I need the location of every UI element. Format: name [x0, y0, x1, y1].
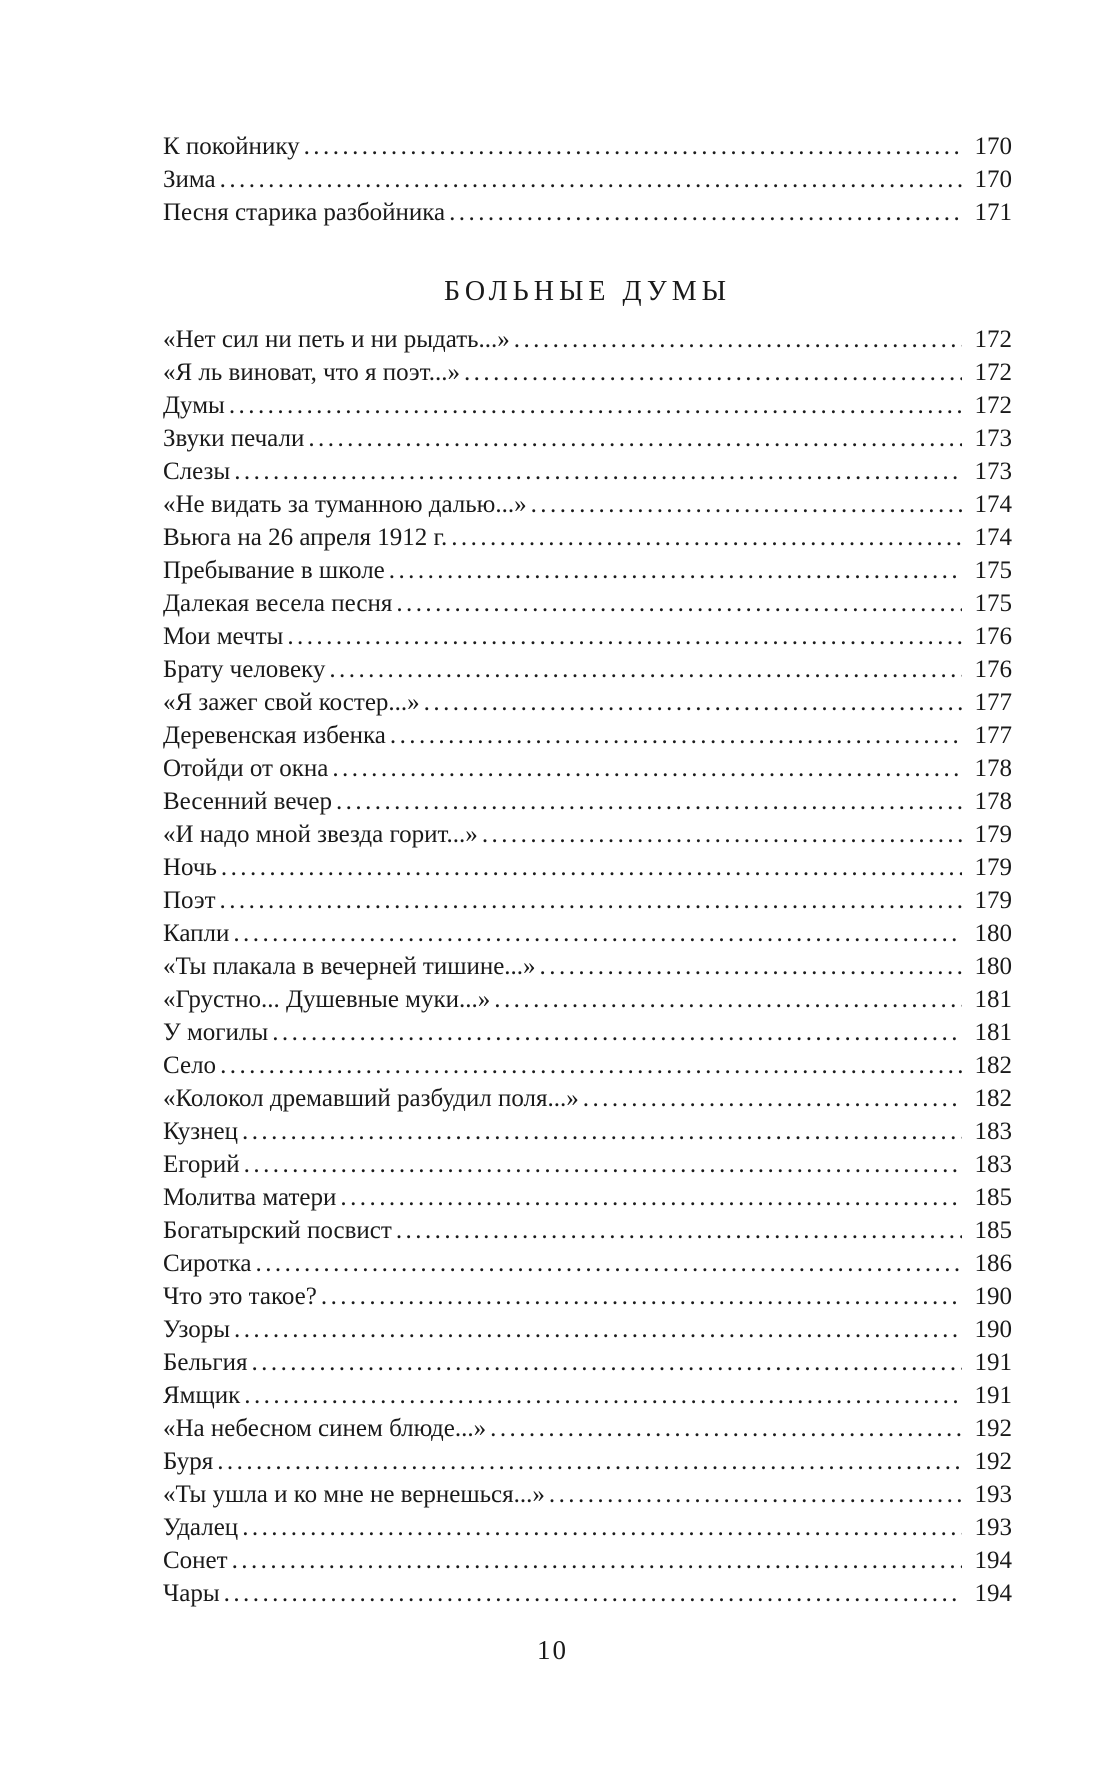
toc-entry: [163, 1379, 1012, 1412]
toc-entry-page: 175: [974, 557, 1012, 584]
toc-leader-dots: [340, 1181, 962, 1214]
toc-entry-title: «На небесном синем блюде...»: [163, 1415, 487, 1442]
section-heading: БОЛЬНЫЕ ДУМЫ: [443, 276, 732, 307]
toc-entry-page: 176: [974, 623, 1012, 650]
toc-entry-title: К покойнику: [163, 133, 300, 160]
toc-leader-dots: [451, 521, 962, 554]
toc-entry: [163, 983, 1012, 1016]
toc-entry-title: Брату человеку: [163, 656, 326, 683]
toc-entry-title: Капли: [163, 920, 230, 947]
toc-entry-title: Сиротка: [163, 1250, 252, 1277]
toc-entry-title: «Я ль виноват, что я поэт...»: [163, 359, 460, 386]
toc-leader-dots: [233, 917, 962, 950]
toc-entry-page: 178: [974, 788, 1012, 815]
toc-leader-dots: [494, 983, 962, 1016]
toc-entry-title: Узоры: [163, 1316, 231, 1343]
toc-entry-title: «Не видать за туманною далью...»: [163, 491, 527, 518]
toc-entry: [163, 851, 1012, 884]
toc-entry-title: Звуки печали: [163, 425, 305, 452]
toc-leader-dots: [221, 851, 962, 884]
toc-entry-title: Буря: [163, 1448, 214, 1475]
toc-leader-dots: [287, 620, 962, 653]
toc-entry-page: 178: [974, 755, 1012, 782]
toc-entry: [163, 620, 1012, 653]
toc-entry-title: Бельгия: [163, 1349, 248, 1376]
toc-entry-title: «И надо мной звезда горит...»: [163, 821, 478, 848]
toc-entry-page: 183: [974, 1151, 1012, 1178]
toc-entry-page: 180: [974, 953, 1012, 980]
toc-leader-dots: [304, 130, 962, 163]
toc-entry: [163, 1412, 1012, 1445]
toc-entry-page: 191: [974, 1382, 1012, 1409]
toc-entry: [163, 488, 1012, 521]
toc-top-block: [163, 130, 1012, 229]
toc-leader-dots: [490, 1412, 962, 1445]
toc-entry-title: Поэт: [163, 887, 216, 914]
toc-entry: [163, 323, 1012, 356]
toc-entry-title: Село: [163, 1052, 217, 1079]
toc-entry-title: У могилы: [163, 1019, 269, 1046]
toc-entry-title: Сонет: [163, 1547, 228, 1574]
toc-entry: [163, 719, 1012, 752]
toc-entry-title: Деревенская избенка: [163, 722, 386, 749]
toc-entry-title: Ночь: [163, 854, 217, 881]
toc-entry: [163, 1445, 1012, 1478]
toc-leader-dots: [482, 818, 962, 851]
toc-leader-dots: [514, 323, 962, 356]
toc-entry-page: 193: [974, 1514, 1012, 1541]
toc-entry-title: «Я зажег свой костер...»: [163, 689, 420, 716]
toc-entry-page: 173: [974, 458, 1012, 485]
toc-entry: [163, 1346, 1012, 1379]
toc-entry-title: Кузнец: [163, 1118, 239, 1145]
toc-entry-page: 179: [974, 821, 1012, 848]
toc-entry: [163, 1280, 1012, 1313]
toc-entry: [163, 587, 1012, 620]
toc-leader-dots: [234, 455, 962, 488]
toc-entry-title: Пребывание в школе: [163, 557, 385, 584]
toc-entry-page: 170: [974, 133, 1012, 160]
toc-entry: [163, 196, 1012, 229]
toc-entry: [163, 1478, 1012, 1511]
toc-entry-title: Весенний вечер: [163, 788, 332, 815]
toc-leader-dots: [332, 752, 962, 785]
toc-entry-title: «Ты ушла и ко мне не вернешься...»: [163, 1481, 545, 1508]
toc-entry-page: 190: [974, 1316, 1012, 1343]
toc-leader-dots: [583, 1082, 962, 1115]
toc-entry-title: Удалец: [163, 1514, 239, 1541]
toc-entry-page: 174: [974, 491, 1012, 518]
toc-entry-title: Песня старика разбойника: [163, 199, 446, 226]
toc-entry-page: 170: [974, 166, 1012, 193]
toc-entry-page: 194: [974, 1547, 1012, 1574]
toc-entry: [163, 1544, 1012, 1577]
toc-leader-dots: [242, 1115, 962, 1148]
toc-leader-dots: [389, 554, 962, 587]
toc-entry: [163, 1082, 1012, 1115]
toc-leader-dots: [224, 1577, 962, 1610]
toc-entry-title: Вьюга на 26 апреля 1912 г.: [163, 524, 448, 551]
toc-entry: [163, 554, 1012, 587]
toc-entry-page: 179: [974, 887, 1012, 914]
toc-entry: [163, 686, 1012, 719]
toc-entry: [163, 356, 1012, 389]
toc-entry-page: 192: [974, 1415, 1012, 1442]
toc-entry: [163, 521, 1012, 554]
toc-leader-dots: [321, 1280, 962, 1313]
toc-entry-title: «Нет сил ни петь и ни рыдать...»: [163, 326, 510, 353]
toc-entry-page: 190: [974, 1283, 1012, 1310]
toc-leader-dots: [329, 653, 962, 686]
toc-entry: [163, 818, 1012, 851]
toc-entry-page: 185: [974, 1217, 1012, 1244]
toc-entry: [163, 1148, 1012, 1181]
toc-entry-page: 171: [974, 199, 1012, 226]
toc-entry-page: 185: [974, 1184, 1012, 1211]
toc-entry-page: 174: [974, 524, 1012, 551]
toc-entry: [163, 130, 1012, 163]
toc-entry: [163, 917, 1012, 950]
toc-entry: [163, 1049, 1012, 1082]
toc-entry-page: 182: [974, 1085, 1012, 1112]
toc-entry-page: 172: [974, 326, 1012, 353]
toc-entry: [163, 785, 1012, 818]
toc-leader-dots: [251, 1346, 962, 1379]
toc-entry-title: Чары: [163, 1580, 220, 1607]
toc-entry-title: Егорий: [163, 1151, 240, 1178]
toc-entry-title: «Грустно... Душевные муки...»: [163, 986, 491, 1013]
toc-entry-page: 177: [974, 722, 1012, 749]
toc-entry-title: Богатырский посвист: [163, 1217, 392, 1244]
toc-entry-title: Что это такое?: [163, 1283, 317, 1310]
toc-entry: [163, 1511, 1012, 1544]
toc-leader-dots: [232, 1544, 962, 1577]
toc-entry-title: Молитва матери: [163, 1184, 337, 1211]
toc-leader-dots: [220, 163, 962, 196]
toc-entry-page: 177: [974, 689, 1012, 716]
toc-leader-dots: [242, 1511, 962, 1544]
toc-entry-page: 194: [974, 1580, 1012, 1607]
toc-leader-dots: [396, 587, 962, 620]
toc-leader-dots: [229, 389, 962, 422]
toc-entry-page: 191: [974, 1349, 1012, 1376]
toc-main-block: [163, 323, 1012, 1610]
toc-leader-dots: [390, 719, 962, 752]
toc-entry-page: 181: [974, 1019, 1012, 1046]
toc-leader-dots: [272, 1016, 962, 1049]
page-number: 10: [537, 1635, 568, 1665]
toc-leader-dots: [531, 488, 962, 521]
toc-entry-page: 173: [974, 425, 1012, 452]
toc-leader-dots: [217, 1445, 962, 1478]
toc-entry: [163, 1115, 1012, 1148]
toc-leader-dots: [336, 785, 962, 818]
toc-leader-dots: [424, 686, 962, 719]
toc-entry: [163, 1016, 1012, 1049]
toc-entry-title: Зима: [163, 166, 216, 193]
toc-entry-page: 179: [974, 854, 1012, 881]
toc-entry-page: 172: [974, 392, 1012, 419]
toc-entry-page: 183: [974, 1118, 1012, 1145]
toc-entry: [163, 1214, 1012, 1247]
toc-entry-page: 180: [974, 920, 1012, 947]
toc-leader-dots: [396, 1214, 962, 1247]
toc-leader-dots: [234, 1313, 962, 1346]
toc-entry-page: 186: [974, 1250, 1012, 1277]
toc-entry-title: Мои мечты: [163, 623, 284, 650]
toc-leader-dots: [220, 1049, 962, 1082]
toc-entry-title: Думы: [163, 392, 225, 419]
toc-entry-title: Ямщик: [163, 1382, 241, 1409]
toc-leader-dots: [220, 884, 962, 917]
toc-leader-dots: [244, 1148, 962, 1181]
toc-entry: [163, 1577, 1012, 1610]
toc-entry-page: 182: [974, 1052, 1012, 1079]
toc-leader-dots: [449, 196, 962, 229]
toc-entry: [163, 455, 1012, 488]
toc-entry: [163, 1247, 1012, 1280]
toc-entry-page: 175: [974, 590, 1012, 617]
toc-leader-dots: [244, 1379, 962, 1412]
toc-entry-title: «Колокол дремавший разбудил поля...»: [163, 1085, 579, 1112]
toc-entry: [163, 653, 1012, 686]
toc-leader-dots: [256, 1247, 962, 1280]
toc-entry-page: 176: [974, 656, 1012, 683]
toc-entry: [163, 422, 1012, 455]
toc-entry-title: «Ты плакала в вечерней тишине...»: [163, 953, 536, 980]
toc-entry-page: 193: [974, 1481, 1012, 1508]
toc-entry: [163, 389, 1012, 422]
toc-entry-page: 192: [974, 1448, 1012, 1475]
toc-entry: [163, 884, 1012, 917]
toc-entry: [163, 950, 1012, 983]
toc-leader-dots: [308, 422, 962, 455]
toc-entry: [163, 1181, 1012, 1214]
toc-leader-dots: [549, 1478, 962, 1511]
toc-entry-title: Слезы: [163, 458, 231, 485]
toc-entry-page: 172: [974, 359, 1012, 386]
toc-entry: [163, 163, 1012, 196]
toc-entry-title: Отойди от окна: [163, 755, 329, 782]
toc-leader-dots: [540, 950, 962, 983]
toc-entry: [163, 1313, 1012, 1346]
toc-entry-page: 181: [974, 986, 1012, 1013]
toc-leader-dots: [464, 356, 962, 389]
toc-entry: [163, 752, 1012, 785]
toc-entry-title: Далекая весела песня: [163, 590, 393, 617]
